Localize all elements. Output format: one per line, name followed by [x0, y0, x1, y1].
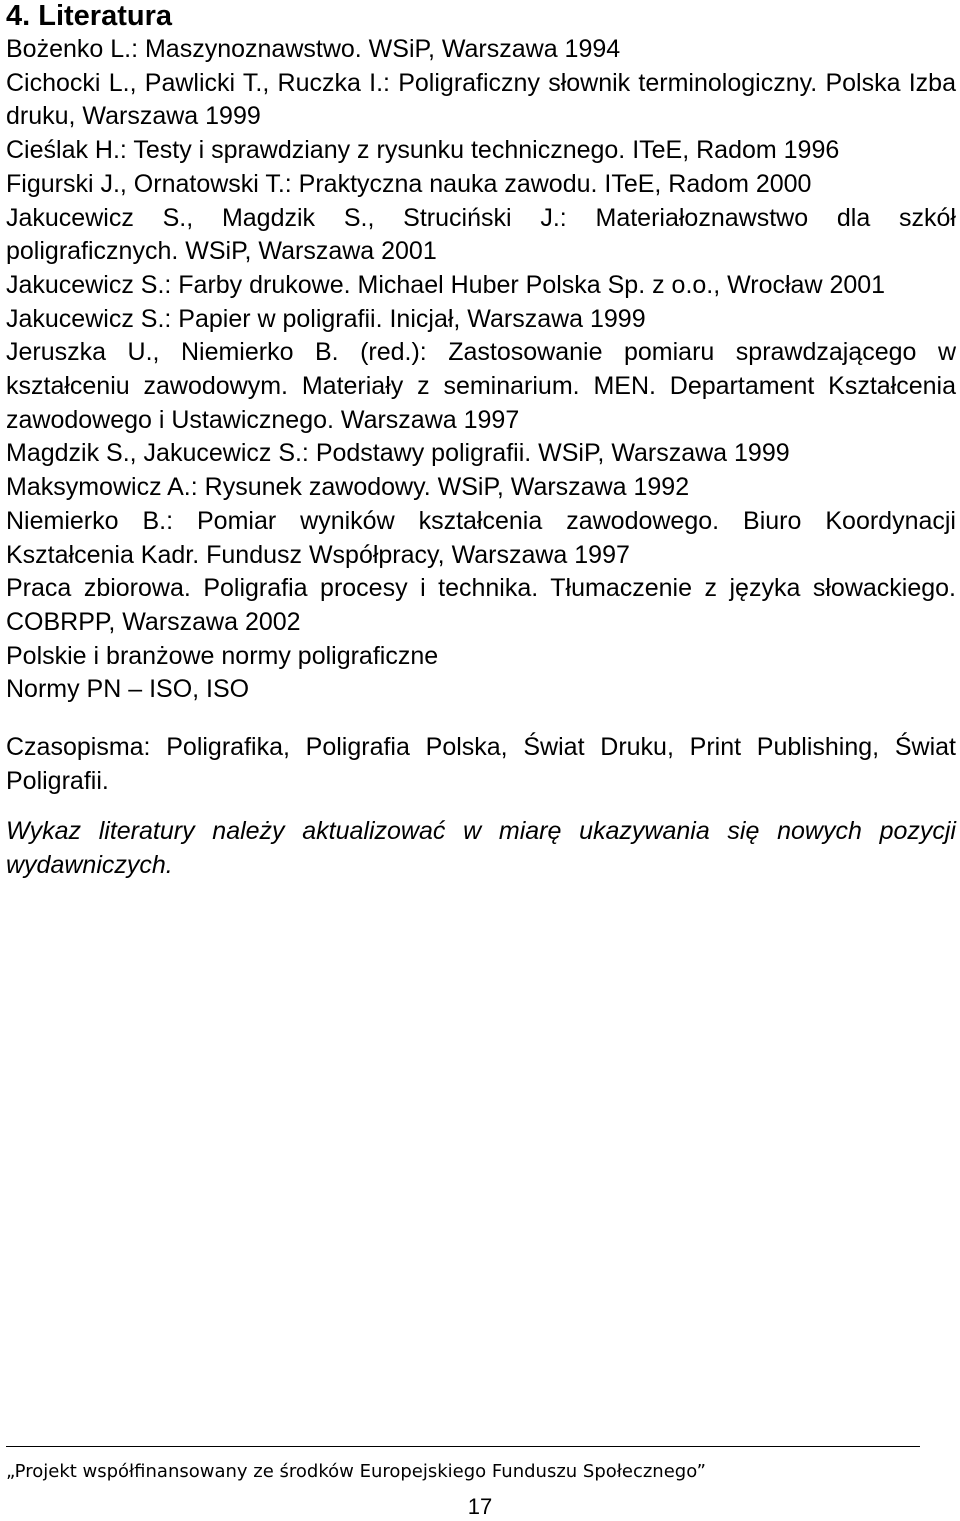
section-heading: 4. Literatura — [6, 0, 172, 32]
reference-item: Magdzik S., Jakucewicz S.: Podstawy poligrafii. WSiP, Warszawa 1999 — [6, 439, 790, 468]
document-page — [6, 0, 956, 883]
journals-paragraph: Czasopisma: Poligrafika, Poligrafia Polska, Świat Druku, Print Publishing, Świat Poligrafii. — [6, 733, 956, 795]
footer-project-note: „Projekt współfinansowany ze środków Europejskiego Funduszu Społecznego” — [6, 1461, 706, 1482]
reference-list — [6, 33, 956, 707]
reference-item: Cichocki L., Pawlicki T., Ruczka I.: Poligraficzny słownik terminologiczny. Polska Izba druku, Warszawa 1999 — [6, 68, 956, 131]
reference-item: Niemierko B.: Pomiar wyników kształcenia zawodowego. Biuro Koordynacji Kształcenia Kadr. Fundusz Współpracy, Warszawa 1997 — [6, 506, 956, 569]
update-note: Wykaz literatury należy aktualizować w miarę ukazywania się nowych pozycji wydawniczych. — [6, 817, 956, 880]
reference-item: Jeruszka U., Niemierko B. (red.): Zastosowanie pomiaru sprawdzającego w kształceniu zawodowym. Materiały z seminarium. MEN. Departament Kształcenia zawodowego i Ustawicznego. Warszawa 1997 — [6, 338, 956, 434]
spacer — [6, 707, 956, 731]
page-number: 17 — [467, 1494, 493, 1519]
reference-item: Bożenko L.: Maszynoznawstwo. WSiP, Warszawa 1994 — [6, 35, 621, 63]
reference-item: Normy PN – ISO, ISO — [6, 675, 250, 704]
footer-divider — [6, 1446, 920, 1447]
reference-item: Praca zbiorowa. Poligrafia procesy i technika. Tłumaczenie z języka słowackiego. COBRPP, Warszawa 2002 — [6, 574, 956, 636]
reference-item: Jakucewicz S., Magdzik S., Struciński J.: Materiałoznawstwo dla szkół poligraficznych. WSiP, Warszawa 2001 — [6, 203, 956, 266]
reference-item: Figurski J., Ornatowski T.: Praktyczna nauka zawodu. ITeE, Radom 2000 — [6, 169, 812, 198]
reference-item: Cieślak H.: Testy i sprawdziany z rysunku technicznego. ITeE, Radom 1996 — [6, 136, 840, 165]
reference-item: Maksymowicz A.: Rysunek zawodowy. WSiP, Warszawa 1992 — [6, 473, 690, 502]
reference-item: Jakucewicz S.: Farby drukowe. Michael Huber Polska Sp. z o.o., Wrocław 2001 — [6, 270, 886, 299]
reference-item: Jakucewicz S.: Papier w poligrafii. Inicjał, Warszawa 1999 — [6, 304, 646, 333]
reference-item: Polskie i branżowe normy poligraficzne — [6, 641, 439, 670]
